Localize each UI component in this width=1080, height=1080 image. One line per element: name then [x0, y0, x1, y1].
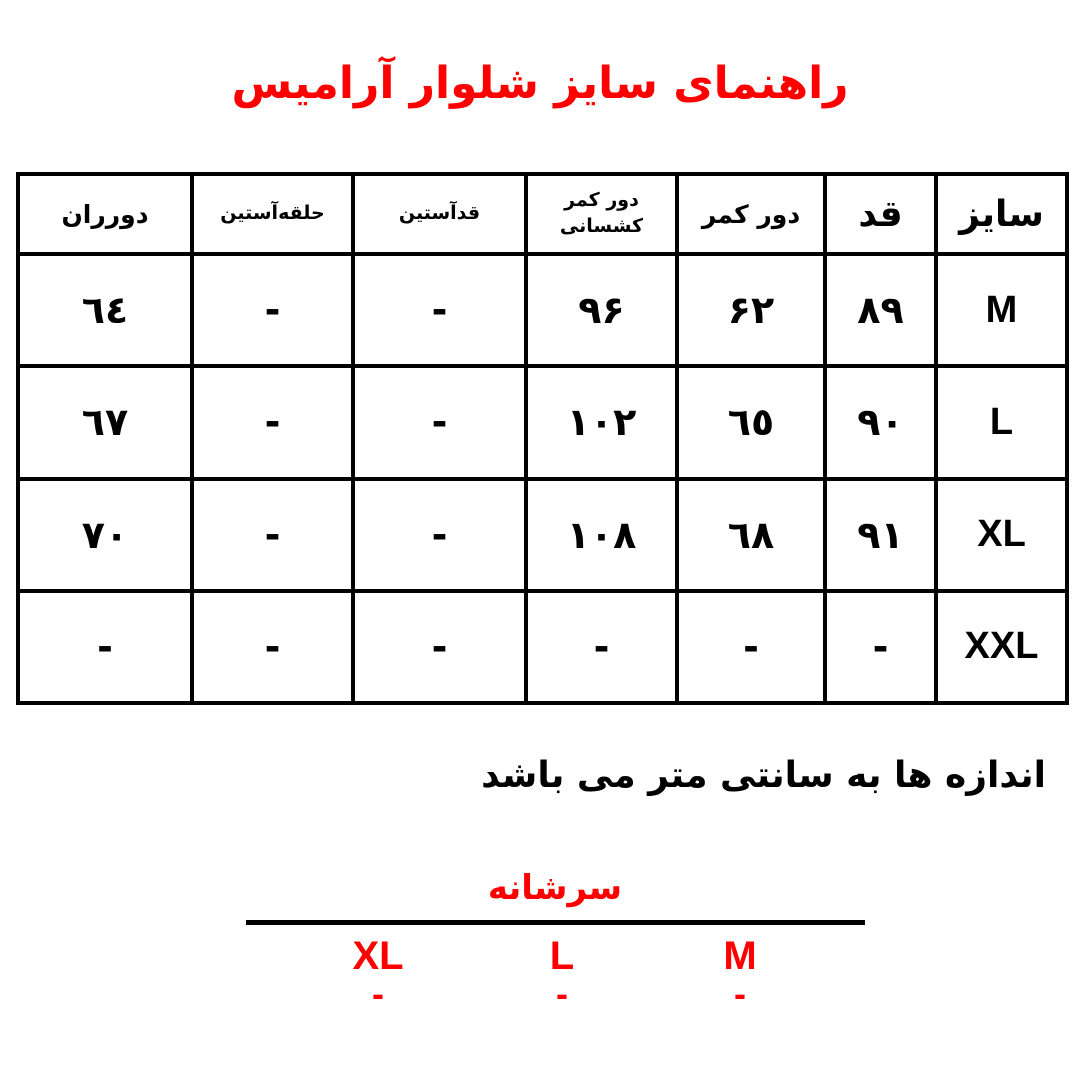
- cell-sleeve-length: -: [353, 591, 526, 703]
- cell-armhole: -: [192, 591, 353, 703]
- size-chart-table: [16, 172, 1069, 705]
- cell-elastic-waist: ۱۰۲: [526, 366, 677, 478]
- cell-thigh: -: [18, 591, 192, 703]
- table-row: [18, 479, 1067, 591]
- cell-waist: ۶۲: [677, 254, 825, 366]
- cell-elastic-waist: ۹۶: [526, 254, 677, 366]
- cell-armhole: -: [192, 254, 353, 366]
- cell-waist: ٦٥: [677, 366, 825, 478]
- cell-waist: -: [677, 591, 825, 703]
- shoulder-column-xl: [318, 932, 438, 1014]
- cell-thigh: ٦٤: [18, 254, 192, 366]
- shoulder-size-value: -: [734, 973, 746, 1014]
- table-header-row: [18, 174, 1067, 254]
- header-waist: دور کمر: [677, 174, 825, 254]
- header-elastic-waist: دور کمر کشسانی: [526, 174, 677, 254]
- header-armhole: حلقه‌آستین: [192, 174, 353, 254]
- page-title: راهنمای سایز شلوار آرامیس: [231, 58, 849, 109]
- table-row: [18, 254, 1067, 366]
- cell-size: L: [936, 366, 1067, 478]
- cell-height: ۹۰: [825, 366, 936, 478]
- cell-elastic-waist: -: [526, 591, 677, 703]
- header-sleeve-length: قدآستین: [353, 174, 526, 254]
- shoulder-column-l: [502, 932, 622, 1014]
- cell-height: ۸۹: [825, 254, 936, 366]
- cell-height: -: [825, 591, 936, 703]
- cell-sleeve-length: -: [353, 366, 526, 478]
- cell-size: XXL: [936, 591, 1067, 703]
- cell-size: XL: [936, 479, 1067, 591]
- shoulder-size-value: -: [556, 973, 568, 1014]
- shoulder-title: سرشانه: [487, 868, 623, 908]
- header-size: سایز: [936, 174, 1067, 254]
- cell-armhole: -: [192, 366, 353, 478]
- cell-thigh: ٦٧: [18, 366, 192, 478]
- shoulder-column-m: [680, 932, 800, 1014]
- cell-height: ۹۱: [825, 479, 936, 591]
- cell-thigh: ۷۰: [18, 479, 192, 591]
- shoulder-size-value: -: [372, 973, 384, 1014]
- shoulder-size-label: L: [549, 934, 575, 978]
- cell-size: M: [936, 254, 1067, 366]
- table-row: [18, 591, 1067, 703]
- cell-armhole: -: [192, 479, 353, 591]
- cell-sleeve-length: -: [353, 254, 526, 366]
- shoulder-divider: [246, 920, 865, 925]
- cell-sleeve-length: -: [353, 479, 526, 591]
- table-row: [18, 366, 1067, 478]
- header-thigh: دورران: [18, 174, 192, 254]
- header-height: قد: [825, 174, 936, 254]
- shoulder-size-label: XL: [352, 934, 404, 978]
- shoulder-size-label: M: [723, 934, 757, 978]
- cell-waist: ٦٨: [677, 479, 825, 591]
- units-note: اندازه ها به سانتی متر می باشد: [481, 755, 1046, 796]
- cell-elastic-waist: ۱۰۸: [526, 479, 677, 591]
